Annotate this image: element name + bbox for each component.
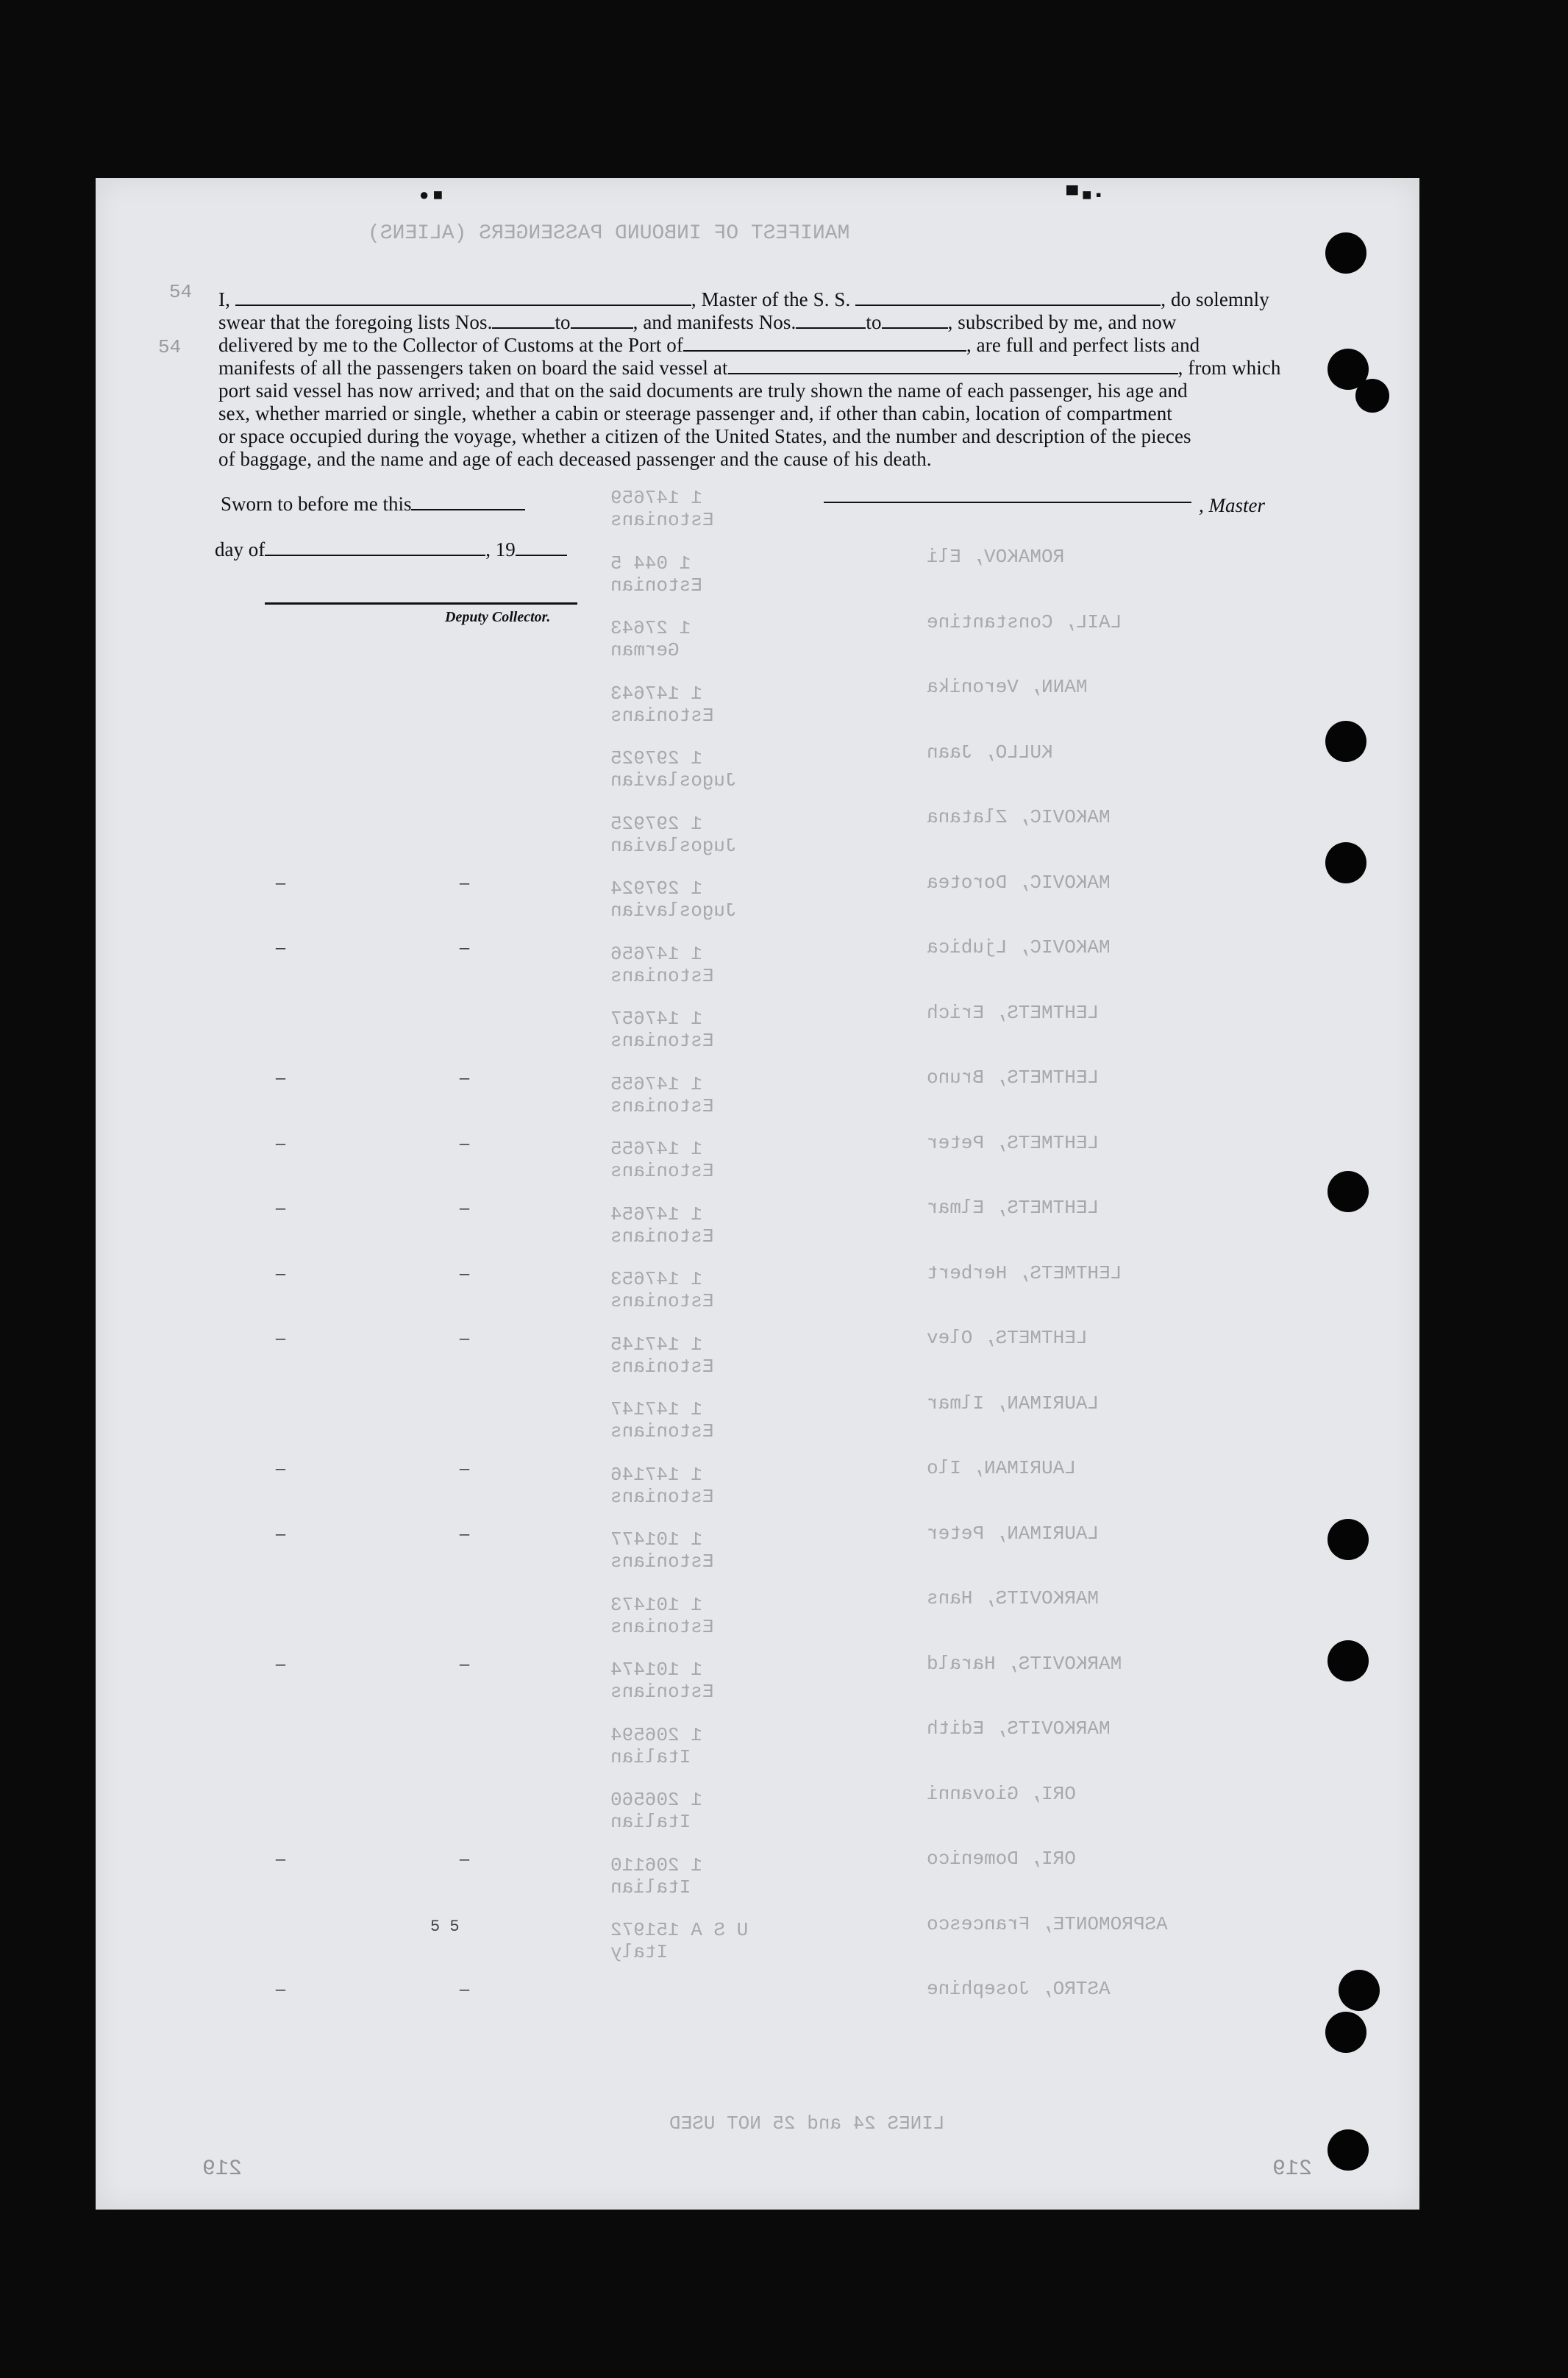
dash-mark: – xyxy=(276,1261,285,1284)
oath-line-3: delivered by me to the Collector of Customs at the Port of , are full and perfect lists and xyxy=(218,334,1200,356)
sworn-text: Sworn to before me this xyxy=(221,493,525,516)
dash-mark: – xyxy=(460,1652,469,1674)
bleed-cert-number: 1 206110 xyxy=(610,1854,702,1876)
dash-mark: – xyxy=(460,1131,469,1153)
bleed-cert-number: 1 147655 xyxy=(610,1072,702,1095)
bleed-passenger-name: ORI, Giovanni xyxy=(927,1782,1076,1805)
bleed-nationality: Estonians xyxy=(610,1160,714,1182)
corner-number-left: 219 xyxy=(202,2157,243,2182)
bleed-cert-number: 1 147653 xyxy=(610,1268,702,1290)
dash-mark: – xyxy=(276,936,285,958)
bleed-cert-number: 1 147659 xyxy=(610,487,702,509)
bleed-cert-number: 1 206560 xyxy=(610,1789,702,1811)
bleed-passenger-name: MAKOVIC, Ljubica xyxy=(927,936,1111,958)
bleed-passenger-name: LAURIMAN, Ilmar xyxy=(927,1392,1100,1414)
faint-header-text: MANIFEST OF INBOUND PASSENGERS (ALIENS) xyxy=(368,222,850,245)
oath-line-2: swear that the foregoing lists Nos. to , and manifests Nos. to , subscribed by me, and now xyxy=(218,311,1177,333)
bleed-cert-number: 1 044 5 xyxy=(610,552,691,574)
bleed-nationality: Estonians xyxy=(610,509,714,531)
oath-line-4: manifests of all the passengers taken on board the said vessel at , from which xyxy=(218,357,1281,379)
bleed-cert-number: 1 147654 xyxy=(610,1203,702,1225)
dash-mark: – xyxy=(276,1131,285,1153)
oath-line-8: of baggage, and the name and age of each deceased passenger and the cause of his death. xyxy=(218,448,932,470)
dash-mark: – xyxy=(276,1848,285,1869)
bleed-cert-number: 1 147655 xyxy=(610,1138,702,1160)
bleed-cert-number: 1 147147 xyxy=(610,1398,702,1420)
stray-mark: 5 5 xyxy=(430,1918,460,1936)
bleed-nationality: Italian xyxy=(610,1745,691,1768)
bleed-nationality: Estonians xyxy=(610,1225,714,1247)
bleed-passenger-name: LEHTMETS, Elmar xyxy=(927,1197,1100,1219)
bleed-passenger-name: MANN, Veronika xyxy=(927,676,1088,698)
bleed-cert-number: 1 101473 xyxy=(610,1593,702,1616)
master-name-blank xyxy=(235,290,691,306)
day-of-line: day of , 19 xyxy=(215,538,567,561)
punch-hole xyxy=(1325,2012,1366,2053)
dash-mark: – xyxy=(460,1457,469,1478)
bleed-nationality: Jugoslavian xyxy=(610,900,737,922)
bleed-passenger-name: MAKOVIC, Dorotea xyxy=(927,871,1111,894)
bleed-nationality: Estonian xyxy=(610,574,702,597)
dash-mark: – xyxy=(460,1327,469,1348)
bleed-nationality: Estonians xyxy=(610,1485,714,1508)
bleed-passenger-name: LEHTMETS, Bruno xyxy=(927,1067,1100,1089)
bleed-nationality: Italy xyxy=(610,1941,669,1963)
bleed-passenger-name: LEHTMETS, Herbert xyxy=(927,1261,1122,1284)
bleed-nationality: Estonians xyxy=(610,1420,714,1442)
bleed-passenger-name: MARKOVITS, Edith xyxy=(927,1717,1111,1740)
dash-mark: – xyxy=(460,1261,469,1284)
bleed-passenger-name: LEHTMETS, Peter xyxy=(927,1131,1100,1154)
dash-mark: – xyxy=(276,1978,285,1999)
bleed-passenger-name: MARKOVITS, Harald xyxy=(927,1652,1122,1675)
bleed-cert-number: 1 101474 xyxy=(610,1659,702,1681)
bleed-cert-number: 1 147643 xyxy=(610,682,702,705)
oath-line-7: or space occupied during the voyage, whether a citizen of the United States, and the number and description of the pieces xyxy=(218,425,1191,447)
dash-mark: – xyxy=(276,1457,285,1478)
bleed-nationality: Estonians xyxy=(610,1615,714,1638)
dash-mark: – xyxy=(276,1327,285,1348)
bleed-cert-number: 1 206594 xyxy=(610,1723,702,1746)
side-mark-1: 54 xyxy=(169,281,193,303)
bleed-passenger-name: ORI, Domenico xyxy=(927,1848,1076,1870)
dash-mark: – xyxy=(460,1848,469,1869)
bleed-passenger-name: LAURIMAN, Peter xyxy=(927,1522,1100,1545)
bleed-cert-number: 1 297924 xyxy=(610,877,702,900)
bleed-nationality: German xyxy=(610,639,680,661)
dash-mark: – xyxy=(276,871,285,893)
bleed-passenger-name: MAKOVIC, Zlatana xyxy=(927,806,1111,828)
punch-hole xyxy=(1328,1171,1369,1212)
dash-mark: – xyxy=(276,1522,285,1544)
dash-mark: – xyxy=(276,1652,285,1674)
punch-hole xyxy=(1339,1970,1380,2011)
oath-line-5: port said vessel has now arrived; and that on the said documents are truly shown the name of each passenger, his age and xyxy=(218,380,1188,402)
bleed-nationality: Estonians xyxy=(610,1355,714,1378)
dash-mark: – xyxy=(460,936,469,958)
deputy-collector-label: Deputy Collector. xyxy=(445,609,551,625)
bleed-cert-number: 1 297925 xyxy=(610,747,702,769)
bleed-cert-number: 1 147146 xyxy=(610,1463,702,1486)
punch-hole xyxy=(1325,232,1366,274)
bleed-cert-number: 1 147656 xyxy=(610,942,702,965)
oath-line-1: I, , Master of the S. S. , do solemnly xyxy=(218,288,1269,310)
bleed-passenger-name: ASTRO, Josephine xyxy=(927,1978,1111,2000)
bleed-passenger-name: LEHTMETS, Olev xyxy=(927,1327,1088,1349)
punch-hole xyxy=(1328,1640,1369,1681)
dash-mark: – xyxy=(276,1197,285,1218)
master-label: , Master xyxy=(1199,494,1265,516)
punch-hole xyxy=(1325,721,1366,762)
corner-number-right: 219 xyxy=(1272,2157,1313,2182)
dash-mark: – xyxy=(460,1197,469,1218)
dash-mark: – xyxy=(460,871,469,893)
bleed-passenger-name: ASPROMONTE, Francesco xyxy=(927,1912,1168,1935)
bleed-nationality: Italian xyxy=(610,1876,691,1898)
dash-mark: – xyxy=(460,1067,469,1088)
bleed-cert-number: 1 147657 xyxy=(610,1008,702,1030)
bleed-cert-number: 1 147145 xyxy=(610,1333,702,1356)
bottom-note: LINES 24 and 25 NOT USED xyxy=(669,2112,945,2135)
bleed-passenger-name: KULLO, Jaan xyxy=(927,741,1053,763)
punch-hole xyxy=(1328,2129,1369,2171)
bleed-nationality: Estonians xyxy=(610,1551,714,1573)
bleed-cert-number: 1 297925 xyxy=(610,812,702,835)
ship-name-blank xyxy=(855,290,1161,306)
dash-mark: – xyxy=(460,1978,469,1999)
bleed-nationality: Estonians xyxy=(610,964,714,987)
bleed-nationality: Estonians xyxy=(610,1290,714,1312)
punch-hole xyxy=(1328,1519,1369,1560)
oath-line-6: sex, whether married or single, whether a cabin or steerage passenger and, if other than cabin, location of compartment xyxy=(218,402,1172,424)
punch-hole xyxy=(1325,842,1366,883)
manifest-page xyxy=(96,178,1419,2210)
punch-hole xyxy=(1355,379,1389,413)
top-punch-marks: ● ■ xyxy=(419,185,443,204)
bleed-cert-number: 1 101477 xyxy=(610,1528,702,1551)
master-signature-line xyxy=(824,502,1191,503)
bleed-nationality: Estonians xyxy=(610,1681,714,1703)
top-right-marks: ▀ ■ ▪ xyxy=(1066,185,1102,204)
bleed-passenger-name: ROMAKOV, Eli xyxy=(927,546,1065,568)
bleed-nationality: Estonians xyxy=(610,1094,714,1117)
bleed-nationality: Estonians xyxy=(610,1030,714,1052)
bleed-nationality: Jugoslavian xyxy=(610,769,737,791)
bleed-passenger-name: MARKOVITS, Hans xyxy=(927,1587,1100,1609)
deputy-signature-line xyxy=(265,602,577,605)
bleed-passenger-name: LAIL, Constantine xyxy=(927,610,1122,633)
bleed-cert-number: 1 27643 xyxy=(610,617,691,639)
bleed-cert-number: U S A 151972 xyxy=(610,1919,749,1941)
oath-paragraph xyxy=(218,288,1281,471)
bleed-nationality: Estonians xyxy=(610,704,714,727)
dash-mark: – xyxy=(460,1522,469,1544)
dash-mark: – xyxy=(276,1067,285,1088)
bleed-passenger-name: LEHTMETS, Erich xyxy=(927,1001,1100,1024)
bleed-passenger-name: LAURIMAN, Ilo xyxy=(927,1457,1076,1479)
side-mark-2: 54 xyxy=(158,336,182,358)
bleed-nationality: Italian xyxy=(610,1811,691,1833)
bleed-nationality: Jugoslavian xyxy=(610,834,737,857)
